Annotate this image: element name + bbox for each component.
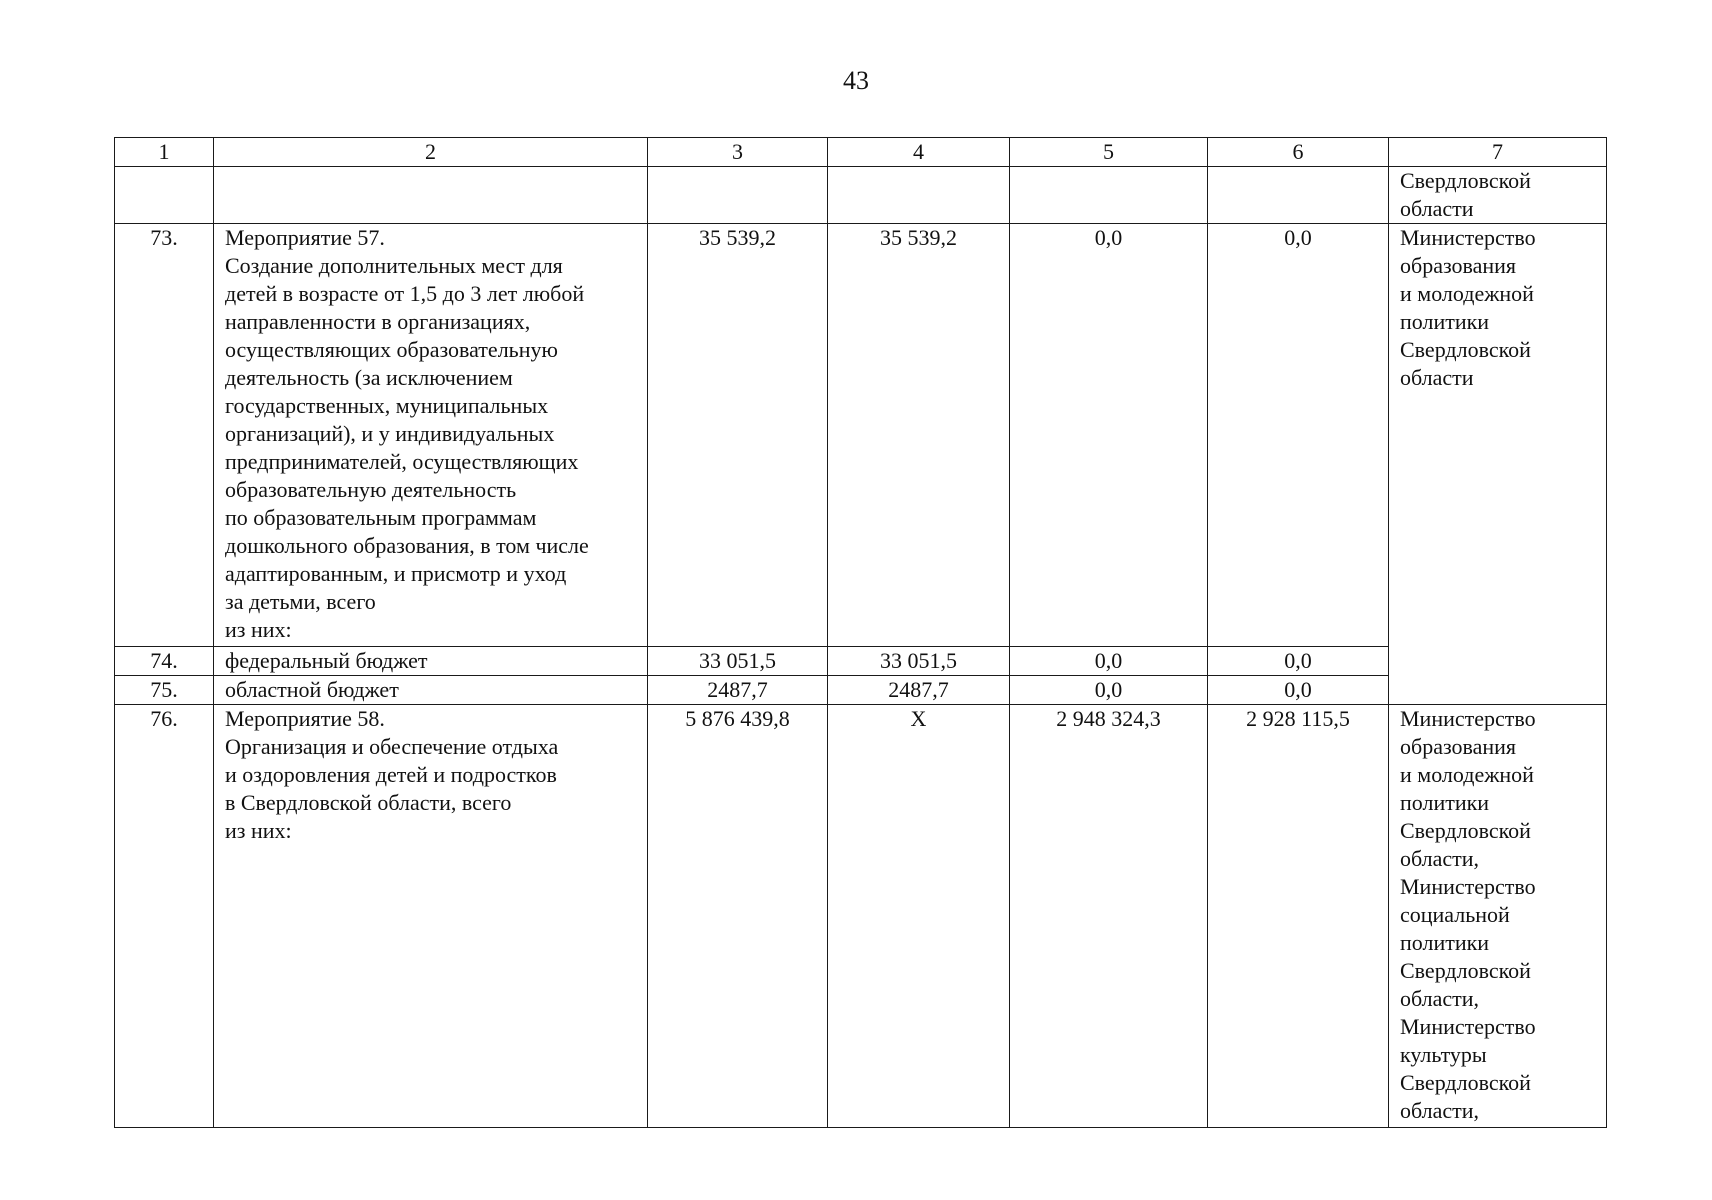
- description-line: из них:: [225, 818, 292, 843]
- description-line: образовательную деятельность: [225, 477, 517, 502]
- header-col-7: 7: [1389, 138, 1607, 167]
- responsible-line: области,: [1400, 986, 1480, 1011]
- responsible-line: образования: [1400, 734, 1517, 759]
- responsible-line: культуры: [1400, 1042, 1487, 1067]
- responsible-line: социальной: [1400, 902, 1510, 927]
- responsible-line: и молодежной: [1400, 762, 1534, 787]
- description-line: адаптированным, и присмотр и уход: [225, 561, 567, 586]
- responsible-line: Министерство: [1400, 225, 1536, 250]
- header-col-5: 5: [1010, 138, 1208, 167]
- header-col-6: 6: [1208, 138, 1389, 167]
- description-line: Мероприятие 58.: [225, 706, 385, 731]
- description-line: осуществляющих образовательную: [225, 337, 558, 362]
- responsible-line: Свердловской: [1400, 337, 1531, 362]
- description-line: по образовательным программам: [225, 505, 537, 530]
- cell-col5: [1010, 167, 1208, 224]
- budget-source: областной бюджет: [214, 676, 648, 705]
- responsible-line: области: [1400, 365, 1474, 390]
- value-col6: 0,0: [1208, 647, 1389, 676]
- responsible-line: образования: [1400, 253, 1517, 278]
- value-col4: 2487,7: [828, 676, 1010, 705]
- value-col5: 0,0: [1010, 647, 1208, 676]
- table-row-74: [115, 647, 1607, 676]
- cell-total: [648, 167, 828, 224]
- table-row-73: [115, 224, 1607, 647]
- value-total: 2487,7: [648, 676, 828, 705]
- table-header-row: [115, 138, 1607, 167]
- measure-description: [214, 224, 648, 647]
- measure-description: [214, 705, 648, 1128]
- description-line: государственных, муниципальных: [225, 393, 549, 418]
- cell-name: [214, 167, 648, 224]
- description-line: Мероприятие 57.: [225, 225, 385, 250]
- description-line: из них:: [225, 617, 292, 642]
- row-number: 73.: [115, 224, 214, 647]
- responsible-line: Свердловской: [1400, 1070, 1531, 1095]
- responsible-line: Министерство: [1400, 874, 1536, 899]
- responsible-line: Министерство: [1400, 1014, 1536, 1039]
- program-measures-table: [114, 137, 1607, 1128]
- responsible-executor: [1389, 705, 1607, 1128]
- responsible-executor: [1389, 224, 1607, 705]
- value-total: 33 051,5: [648, 647, 828, 676]
- responsible-line: области: [1400, 196, 1474, 221]
- description-line: организаций), и у индивидуальных: [225, 421, 555, 446]
- table-row-76: [115, 705, 1607, 1128]
- page-number: 43: [843, 66, 869, 95]
- value-col4: Х: [828, 705, 1010, 1128]
- description-line: Создание дополнительных мест для: [225, 253, 563, 278]
- value-col5: 0,0: [1010, 224, 1208, 647]
- responsible-line: области,: [1400, 1098, 1480, 1123]
- value-col6: 0,0: [1208, 224, 1389, 647]
- responsible-line: политики: [1400, 930, 1490, 955]
- cell-responsible: [1389, 167, 1607, 224]
- cell-col6: [1208, 167, 1389, 224]
- description-line: за детьми, всего: [225, 589, 376, 614]
- cell-num: [115, 167, 214, 224]
- row-number: 75.: [115, 676, 214, 705]
- table-row-75: [115, 676, 1607, 705]
- table-row-continuation: [115, 167, 1607, 224]
- responsible-line: области,: [1400, 846, 1480, 871]
- description-line: детей в возрасте от 1,5 до 3 лет любой: [225, 281, 585, 306]
- responsible-line: политики: [1400, 309, 1490, 334]
- header-col-3: 3: [648, 138, 828, 167]
- description-line: Организация и обеспечение отдыха: [225, 734, 559, 759]
- description-line: и оздоровления детей и подростков: [225, 762, 557, 787]
- value-col5: 2 948 324,3: [1010, 705, 1208, 1128]
- responsible-line: Свердловской: [1400, 958, 1531, 983]
- description-line: в Свердловской области, всего: [225, 790, 512, 815]
- value-total: 5 876 439,8: [648, 705, 828, 1128]
- cell-col4: [828, 167, 1010, 224]
- value-total: 35 539,2: [648, 224, 828, 647]
- row-number: 74.: [115, 647, 214, 676]
- value-col4: 33 051,5: [828, 647, 1010, 676]
- value-col4: 35 539,2: [828, 224, 1010, 647]
- value-col6: 0,0: [1208, 676, 1389, 705]
- responsible-line: Свердловской: [1400, 818, 1531, 843]
- description-line: деятельность (за исключением: [225, 365, 513, 390]
- budget-source: федеральный бюджет: [214, 647, 648, 676]
- value-col5: 0,0: [1010, 676, 1208, 705]
- responsible-line: политики: [1400, 790, 1490, 815]
- responsible-line: Свердловской: [1400, 168, 1531, 193]
- responsible-line: Министерство: [1400, 706, 1536, 731]
- row-number: 76.: [115, 705, 214, 1128]
- header-col-2: 2: [214, 138, 648, 167]
- description-line: дошкольного образования, в том числе: [225, 533, 589, 558]
- description-line: направленности в организациях,: [225, 309, 531, 334]
- header-col-1: 1: [115, 138, 214, 167]
- value-col6: 2 928 115,5: [1208, 705, 1389, 1128]
- description-line: предпринимателей, осуществляющих: [225, 449, 579, 474]
- header-col-4: 4: [828, 138, 1010, 167]
- responsible-line: и молодежной: [1400, 281, 1534, 306]
